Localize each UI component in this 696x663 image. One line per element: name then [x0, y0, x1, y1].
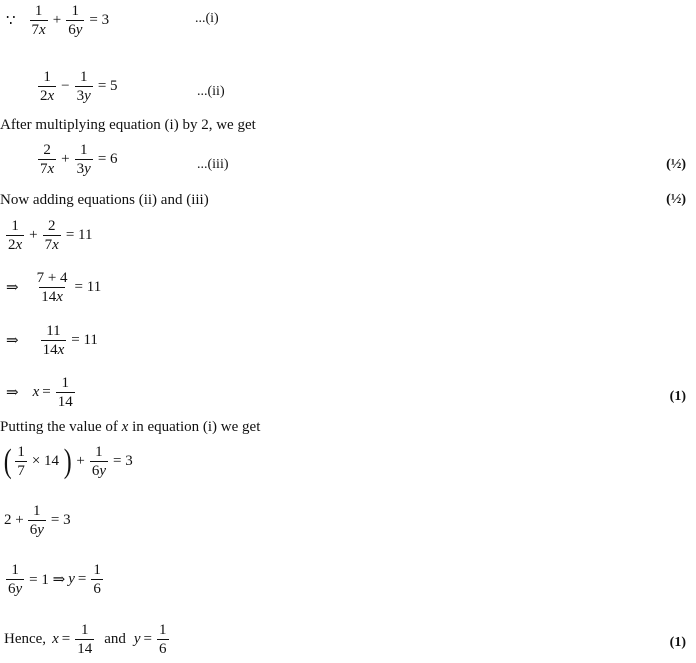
denominator [90, 461, 108, 479]
implies-symbol: ⇒ [6, 385, 19, 401]
variable: y [68, 571, 75, 587]
numerator: 1 [80, 622, 89, 638]
fraction [56, 375, 75, 410]
because-symbol: ∵ [6, 13, 16, 29]
numerator: 2 [47, 218, 56, 234]
equation-4 [4, 218, 95, 253]
variable: x [47, 161, 55, 177]
fraction [30, 3, 48, 38]
variable: y [15, 581, 23, 597]
coefficient: 3 [76, 88, 85, 104]
rhs: = 3 [113, 453, 133, 469]
equation-tag: ...(ii) [197, 84, 225, 99]
variable: x [121, 419, 129, 435]
fraction [38, 142, 56, 177]
fraction [6, 218, 24, 253]
variable: x [47, 88, 55, 104]
text-fragment: Putting the value of [0, 419, 122, 435]
numerator: 1 [34, 3, 43, 19]
rhs: = 5 [97, 78, 118, 94]
numerator: 11 [46, 323, 61, 339]
equals-sign: = [61, 631, 71, 647]
fraction [6, 562, 24, 597]
denominator [6, 579, 24, 597]
rhs: = 3 [50, 512, 71, 528]
denominator [30, 20, 48, 38]
fraction [91, 562, 103, 597]
denominator: 14 [57, 394, 73, 410]
equals-sign: = [143, 631, 153, 647]
numerator: 1 [33, 503, 41, 519]
coefficient: 2 [8, 237, 16, 253]
denominator [39, 287, 65, 305]
coefficient: 14 [42, 342, 58, 358]
operator: + [29, 227, 38, 243]
coefficient: 6 [8, 581, 16, 597]
variable: y [133, 631, 141, 647]
denominator [75, 159, 93, 177]
implies-symbol: ⇒ [6, 333, 19, 349]
variable: y [75, 22, 83, 38]
equation-7 [6, 375, 77, 410]
text-fragment: in equation (i) we get [128, 419, 261, 435]
equation-tag: ...(iii) [197, 157, 229, 172]
variable: x [52, 631, 59, 647]
operator: + [52, 12, 62, 28]
coefficient: 2 [40, 88, 48, 104]
denominator [43, 235, 61, 253]
denominator [38, 86, 56, 104]
variable: x [52, 237, 59, 253]
numerator: 1 [71, 3, 80, 19]
fraction [35, 270, 70, 305]
fraction [75, 142, 93, 177]
numerator: 1 [11, 562, 19, 578]
variable: x [56, 289, 63, 305]
marks-label: (½) [666, 192, 686, 207]
variable: y [84, 88, 91, 104]
variable: y [99, 463, 107, 479]
hence-label: Hence, [4, 631, 47, 647]
final-answer [4, 622, 171, 657]
equation-8 [2, 444, 136, 479]
coefficient: 3 [76, 161, 85, 177]
variable: x [57, 342, 65, 358]
equation-2 [36, 69, 121, 104]
variable: x [39, 22, 46, 38]
rhs: = 11 [71, 332, 98, 348]
fraction [157, 622, 169, 657]
denominator [41, 340, 67, 358]
implies-symbol: ⇒ [6, 280, 19, 296]
equals-sign: = [77, 571, 87, 587]
coefficient: 6 [91, 463, 100, 479]
fraction [66, 3, 84, 38]
rhs: = 11 [65, 227, 93, 243]
equation-tag: ...(i) [195, 11, 219, 26]
marks-label: (½) [666, 157, 686, 172]
denominator: 14 [77, 641, 93, 657]
denominator [38, 159, 56, 177]
variable: x [15, 237, 23, 253]
numerator: 1 [79, 69, 88, 85]
fraction [38, 69, 56, 104]
implies-term: = 1 ⇒ [29, 572, 66, 588]
coefficient: 6 [29, 522, 38, 538]
coefficient: 7 [44, 237, 53, 253]
equation-5 [6, 270, 104, 305]
denominator [6, 235, 24, 253]
denominator [28, 520, 46, 538]
coefficient: 14 [41, 289, 57, 305]
variable: x [32, 384, 40, 400]
numerator: 2 [43, 142, 51, 158]
close-paren: ) [63, 442, 72, 480]
lhs-term: 2 + [4, 512, 24, 528]
rhs: = 3 [89, 12, 110, 28]
fraction [41, 323, 67, 358]
operator: + [76, 453, 85, 469]
equation-9 [4, 503, 74, 538]
fraction [28, 503, 46, 538]
equation-3 [36, 142, 121, 177]
variable: y [84, 161, 91, 177]
operator: + [61, 151, 70, 167]
numerator: 1 [17, 444, 25, 460]
fraction [75, 69, 93, 104]
equation-10 [4, 562, 105, 597]
denominator [66, 20, 84, 38]
fraction [75, 622, 94, 657]
marks-label: (1) [669, 635, 686, 650]
equals-sign: = [42, 384, 51, 400]
coefficient: 7 [40, 161, 48, 177]
fraction [43, 218, 61, 253]
marks-label: (1) [669, 389, 686, 404]
fraction [15, 444, 27, 479]
coefficient: 6 [68, 22, 76, 38]
numerator: 1 [79, 142, 88, 158]
coefficient: 7 [31, 22, 40, 38]
operator: − [61, 78, 70, 94]
numerator: 7 + 4 [36, 270, 68, 286]
open-paren: ( [3, 442, 12, 480]
numerator: 1 [43, 69, 51, 85]
rhs: = 6 [97, 151, 118, 167]
numerator: 1 [11, 218, 19, 234]
equation-1 [6, 3, 112, 38]
times-term: × 14 [31, 453, 60, 469]
numerator: 1 [159, 622, 167, 638]
variable: y [37, 522, 44, 538]
equation-6 [6, 323, 101, 358]
text-line [0, 418, 260, 436]
numerator: 1 [95, 444, 103, 460]
denominator: 6 [93, 581, 101, 597]
denominator: 6 [159, 641, 167, 657]
text-line: After multiplying equation (i) by 2, we get [0, 117, 256, 133]
text-line: Now adding equations (ii) and (iii) [0, 192, 209, 208]
denominator [75, 86, 93, 104]
numerator: 1 [93, 562, 101, 578]
and-label: and [104, 631, 126, 647]
fraction [90, 444, 108, 479]
rhs: = 11 [74, 279, 102, 295]
denominator: 7 [17, 463, 25, 479]
numerator: 1 [61, 375, 69, 391]
